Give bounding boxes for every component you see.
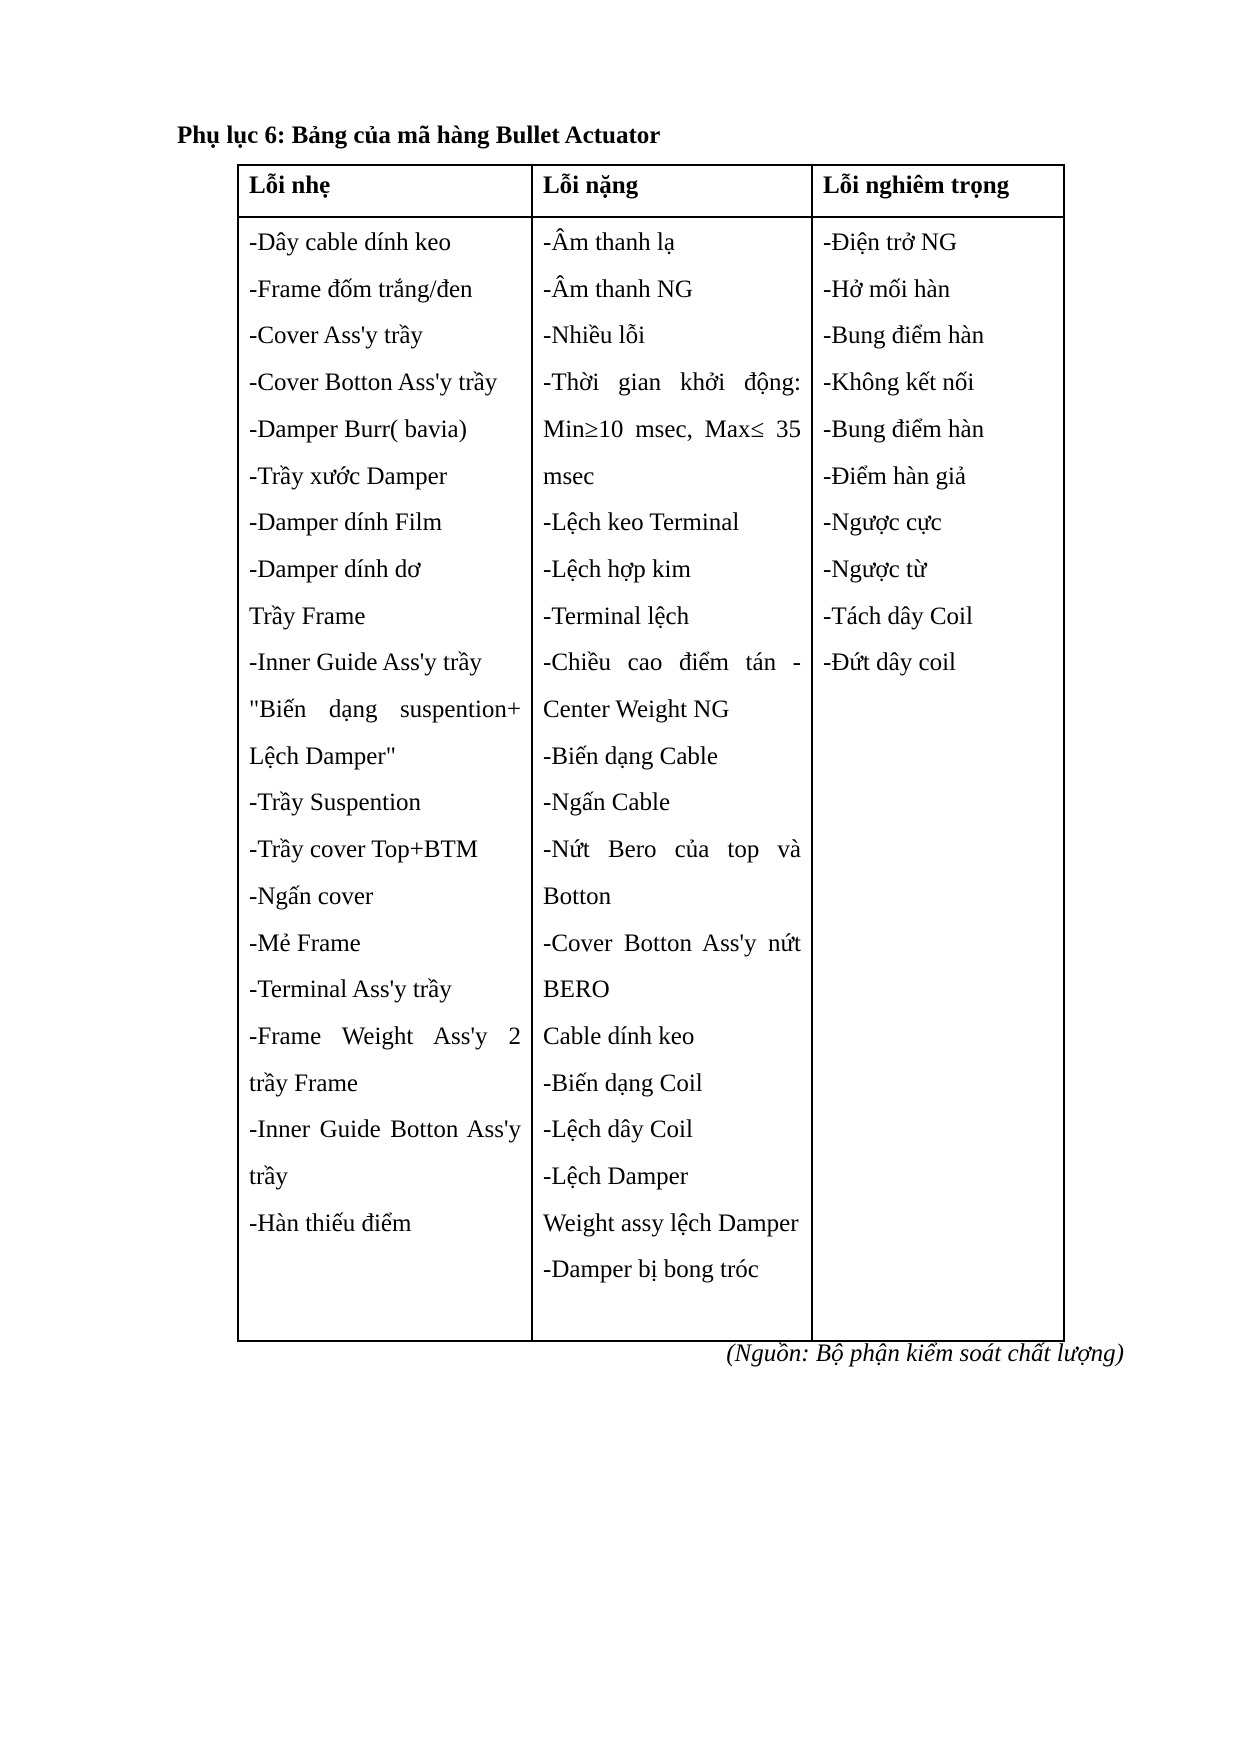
list-item: -Cover Ass'y trầy [249, 322, 423, 350]
header-critical-defects: Lỗi nghiêm trọng [812, 165, 1064, 217]
list-item: -Biến dạng Cable [543, 742, 718, 770]
list-item: -Chiều cao điểm tán - Center Weight NG [543, 649, 801, 724]
list-item: Weight assy lệch Damper [543, 1209, 799, 1237]
list-item: -Trầy Suspention [249, 789, 422, 817]
list-item: -Biến dạng Coil [543, 1069, 703, 1097]
list-item: -Ngược cực [823, 509, 942, 537]
list-item: -Ngược từ [823, 555, 927, 583]
minor-defects-cell [238, 217, 532, 1341]
list-item: -Đứt dây coil [823, 649, 956, 677]
list-item: -Hở mối hàn [823, 275, 951, 303]
table-body-row [238, 217, 1064, 1341]
list-item: -Cover Botton Ass'y trầy [249, 369, 498, 397]
table-header-row [238, 165, 1064, 217]
list-item: -Thời gian khởi động: Min≥10 msec, Max≤ 35 msec [543, 369, 801, 490]
list-item: -Trầy xước Damper [249, 462, 448, 490]
list-item: -Bung điểm hàn [823, 415, 985, 443]
list-item: -Bung điểm hàn [823, 322, 985, 350]
appendix-title: Phụ lục 6: Bảng của mã hàng Bullet Actuator [177, 122, 661, 149]
list-item: -Terminal Ass'y trầy [249, 976, 452, 1004]
list-item: -Damper Burr( bavia) [249, 415, 467, 443]
major-defects-cell [532, 217, 812, 1341]
list-item: Trầy Frame [249, 602, 366, 630]
list-item: -Terminal lệch [543, 602, 690, 630]
list-item: -Frame đốm trắng/đen [249, 275, 473, 303]
list-item: -Frame Weight Ass'y 2 trầy Frame [249, 1022, 521, 1097]
list-item: -Mẻ Frame [249, 929, 361, 957]
list-item: -Tách dây Coil [823, 602, 973, 630]
list-item: -Damper dính dơ [249, 555, 421, 583]
list-item: Cable dính keo [543, 1022, 695, 1050]
list-item: -Lệch hợp kim [543, 555, 691, 583]
list-item: -Dây cable dính keo [249, 229, 452, 256]
list-item: -Lệch dây Coil [543, 1116, 693, 1144]
source-note: (Nguồn: Bộ phận kiểm soát chất lượng) [726, 1340, 1124, 1367]
list-item: -Hàn thiếu điểm [249, 1209, 412, 1237]
list-item: -Trầy cover Top+BTM [249, 836, 479, 864]
list-item: -Điện trở NG [823, 229, 958, 256]
list-item: -Nứt Bero của top và Botton [543, 836, 801, 910]
list-item: -Damper dính Film [249, 509, 443, 537]
list-item: -Cover Botton Ass'y nứt BERO [543, 929, 801, 1004]
list-item: -Điểm hàn giả [823, 462, 967, 490]
defect-classification-table [237, 164, 1065, 1342]
list-item: -Ngấn cover [249, 882, 374, 910]
list-item: -Âm thanh NG [543, 275, 693, 303]
list-item: -Âm thanh lạ [543, 229, 675, 256]
list-item: -Ngấn Cable [543, 789, 671, 817]
list-item: -Inner Guide Botton Ass'y trầy [249, 1116, 521, 1191]
list-item: -Inner Guide Ass'y trầy [249, 649, 482, 677]
list-item: "Biến dạng suspention+ Lệch Damper" [249, 696, 521, 770]
list-item: -Không kết nối [823, 369, 975, 397]
list-item: -Damper bị bong tróc [543, 1256, 759, 1284]
list-item: -Lệch keo Terminal [543, 509, 740, 537]
header-minor-defects: Lỗi nhẹ [238, 165, 532, 217]
header-major-defects: Lỗi nặng [532, 165, 812, 217]
list-item: -Nhiều lỗi [543, 322, 646, 350]
critical-defects-cell [812, 217, 1064, 1341]
list-item: -Lệch Damper [543, 1163, 689, 1191]
